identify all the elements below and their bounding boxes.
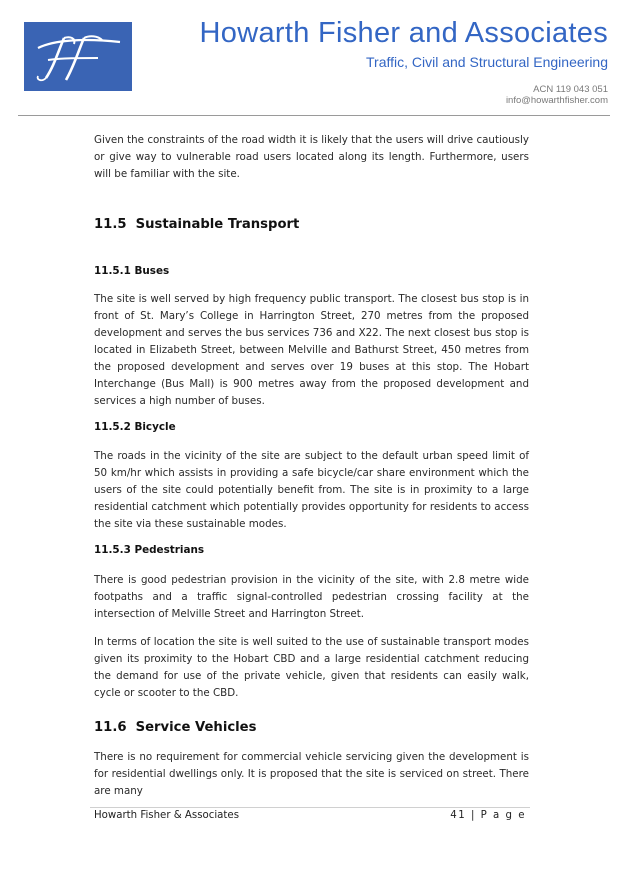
subsection-number: 11.5.2 <box>94 421 131 433</box>
footer-company: Howarth Fisher & Associates <box>94 810 239 821</box>
pedestrians-paragraph-1: There is good pedestrian provision in the vicinity of the site, with 2.8 metre wide footpaths and a traffic signal-controlled pedestrian crossing facility at the intersection of Melville Street and Harrington Street. <box>94 574 529 620</box>
subsection-heading-pedestrians <box>94 542 529 559</box>
service-vehicles-paragraph: There is no requirement for commercial vehicle servicing given the development is for residential dwellings only. It is proposed that the site is serviced on street. There are many <box>94 751 529 797</box>
section-heading-sustainable-transport <box>94 216 529 233</box>
section-heading-service-vehicles <box>94 719 529 736</box>
subsection-number: 11.5.1 <box>94 265 131 277</box>
section-title: Sustainable Transport <box>135 217 300 232</box>
hf-monogram-icon <box>24 22 132 91</box>
subsection-title: Buses <box>134 265 170 277</box>
company-logo <box>24 22 132 91</box>
intro-paragraph: Given the constraints of the road width it is likely that the users will drive cautiously or give way to vulnerable road users located along its length. Furthermore, users will be familiar with the site. <box>94 134 529 180</box>
buses-paragraph: The site is well served by high frequency public transport. The closest bus stop is in front of St. Mary’s College in Harrington Street, 270 metres from the proposed development and serves the bus services 736 and X22. The next closest bus stop is located in Elizabeth Street, between Melville and Bathurst Street, 450 metres from the proposed development and serves over 19 buses at this stop. The Hobart Interchange (Bus Mall) is 900 metres away from the proposed development and services a high number of buses. <box>94 293 529 407</box>
section-number: 11.5 <box>94 217 127 232</box>
acn-number: ACN 119 043 051 <box>533 84 608 95</box>
footer-divider <box>90 807 530 808</box>
section-title: Service Vehicles <box>135 720 257 735</box>
header-divider <box>18 115 610 116</box>
bicycle-paragraph: The roads in the vicinity of the site are subject to the default urban speed limit of 50 km/hr which assists in providing a safe bicycle/car share environment which the users of the site could potentially benefit from. The site is in proximity to a large residential catchment which potentially provides opportunity for residents to access the site via these sustainable modes. <box>94 450 529 530</box>
subsection-heading-buses <box>94 263 529 280</box>
company-tagline: Traffic, Civil and Structural Engineering <box>366 54 608 70</box>
section-number: 11.6 <box>94 720 127 735</box>
page-number: 41 | P a g e <box>450 810 526 821</box>
subsection-number: 11.5.3 <box>94 544 131 556</box>
company-email[interactable]: info@howarthfisher.com <box>505 95 608 106</box>
subsection-title: Pedestrians <box>134 544 205 556</box>
company-name: Howarth Fisher and Associates <box>199 17 608 49</box>
pedestrians-paragraph-2: In terms of location the site is well suited to the use of sustainable transport modes given its proximity to the Hobart CBD and a large residential catchment reducing the demand for use of the private vehicle, given that residents can easily walk, cycle or scooter to the CBD. <box>94 636 529 699</box>
subsection-heading-bicycle <box>94 419 529 436</box>
subsection-title: Bicycle <box>134 421 176 433</box>
